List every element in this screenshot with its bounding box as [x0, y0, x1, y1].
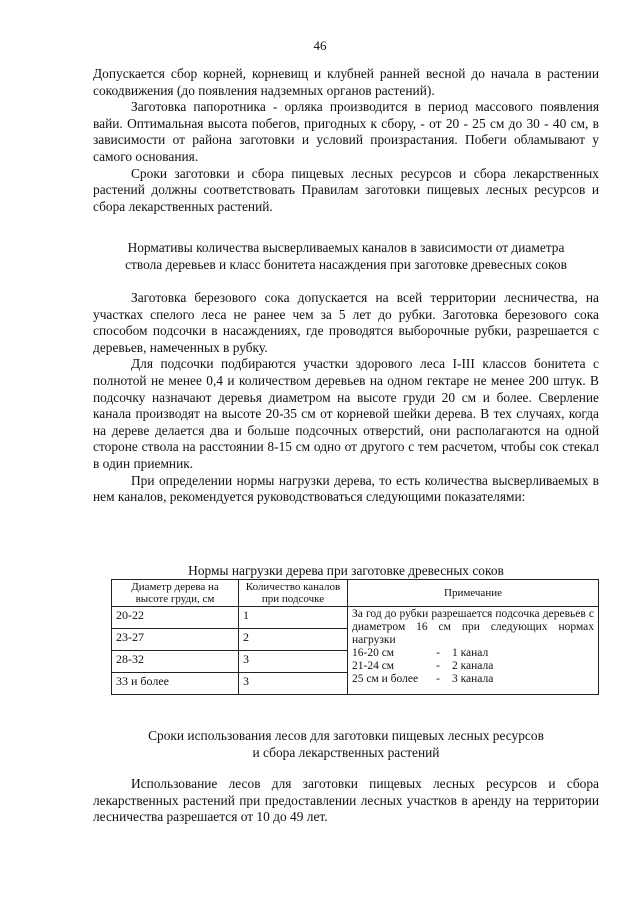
note-value: 2 канала [452, 660, 494, 672]
note-intro: За год до рубки разрешается подсочка деревьев с диаметром 16 см при следующих нормах нагрузки [352, 608, 594, 646]
paragraph-load-norms: При определении нормы нагрузки дерева, то есть количества высверливаемых в нем каналов, рекомендуется руководствоваться следующими показателями: [93, 472, 599, 505]
cell-channels: 3 [239, 651, 348, 673]
paragraph-tapping: Для подсочки подбираются участки здорового леса I-III классов бонитета с полнотой не менее 0,4 и количеством деревьев на одном гектаре не менее 200 штук. В подсочку назначают деревья диаметром на высоте груди 20 см и более. Сверление канала производят на высоте 20-35 см от корневой шейки дерева. В тех случаях, когда на дереве делается два и больше подсочных отверстий, они располагаются на одной стороне ствола на расстоянии 8-15 см одно от другого с тем расчетом, чтобы сок стекал в один приемник. [93, 356, 599, 471]
note-value: 1 канал [452, 647, 489, 659]
heading-line: Сроки использования лесов для заготовки пищевых лесных ресурсов [148, 728, 544, 743]
note-dash: - [436, 673, 440, 685]
table-header-row [112, 580, 599, 607]
intro-text-block [93, 66, 599, 215]
note-range: 25 см и более [352, 673, 419, 685]
sap-text-block [93, 290, 599, 506]
heading-line: Нормативы количества высверливаемых каналов в зависимости от диаметра [127, 240, 565, 255]
header-diameter: Диаметр дерева на высоте груди, см [112, 580, 239, 607]
cell-diameter: 33 и более [112, 673, 239, 695]
paragraph-fern: Заготовка папоротника - орляка производится в период массового появления вайи. Оптимальная высота побегов, пригодных к сбору, - от 20 - 25 см до 30 - 40 см, в зависимости от района заготовки и условий произрастания. Побеги обламывают у самого основания. [93, 99, 599, 164]
heading-line: и сбора лекарственных растений [252, 744, 440, 760]
section-heading-terms [93, 728, 599, 761]
cell-channels: 2 [239, 629, 348, 651]
header-note: Примечание [348, 580, 599, 607]
note-range: 16-20 см [352, 647, 395, 659]
note-item [352, 647, 594, 660]
cell-channels: 1 [239, 607, 348, 629]
cell-diameter: 23-27 [112, 629, 239, 651]
note-dash: - [436, 660, 440, 672]
note-range: 21-24 см [352, 660, 395, 672]
note-dash: - [436, 647, 440, 659]
paragraph-deadlines: Сроки заготовки и сбора пищевых лесных ресурсов и сбора лекарственных растений должны соответствовать Правилам заготовки пищевых лесных ресурсов и сбора лекарственных растений. [93, 165, 599, 214]
section-heading-norms [93, 240, 599, 273]
page-number: 46 [313, 38, 327, 53]
note-item [352, 673, 594, 686]
paragraph-roots: Допускается сбор корней, корневищ и клубней ранней весной до начала в растении сокодвижения (до появления надземных органов растений). [93, 66, 599, 98]
note-value: 3 канала [452, 673, 494, 685]
table-caption: Нормы нагрузки дерева при заготовке древесных соков [188, 563, 504, 578]
paragraph-birch-sap: Заготовка березового сока допускается на всей территории лесничества, на участках спелого леса не ранее чем за 5 лет до рубки. Заготовка березового сока способом подсочки в насаждениях, где проводятся выборочные рубки, разрешается с деревьев, намеченных в рубку. [93, 290, 599, 355]
norms-table [111, 579, 599, 695]
header-channels: Количество каналов при подсочке [239, 580, 348, 607]
cell-diameter: 28-32 [112, 651, 239, 673]
cell-channels: 3 [239, 673, 348, 695]
heading-line: ствола деревьев и класс бонитета насаждения при заготовке древесных соков [125, 256, 567, 272]
note-item [352, 660, 594, 673]
cell-note [348, 607, 599, 695]
cell-diameter: 20-22 [112, 607, 239, 629]
paragraph-lease-terms: Использование лесов для заготовки пищевых лесных ресурсов и сбора лекарственных растений при предоставлении лесных участков в аренду на территории лесничества разрешается от 10 до 49 лет. [93, 776, 599, 825]
table-row [112, 607, 599, 629]
terms-text-block [93, 776, 599, 826]
